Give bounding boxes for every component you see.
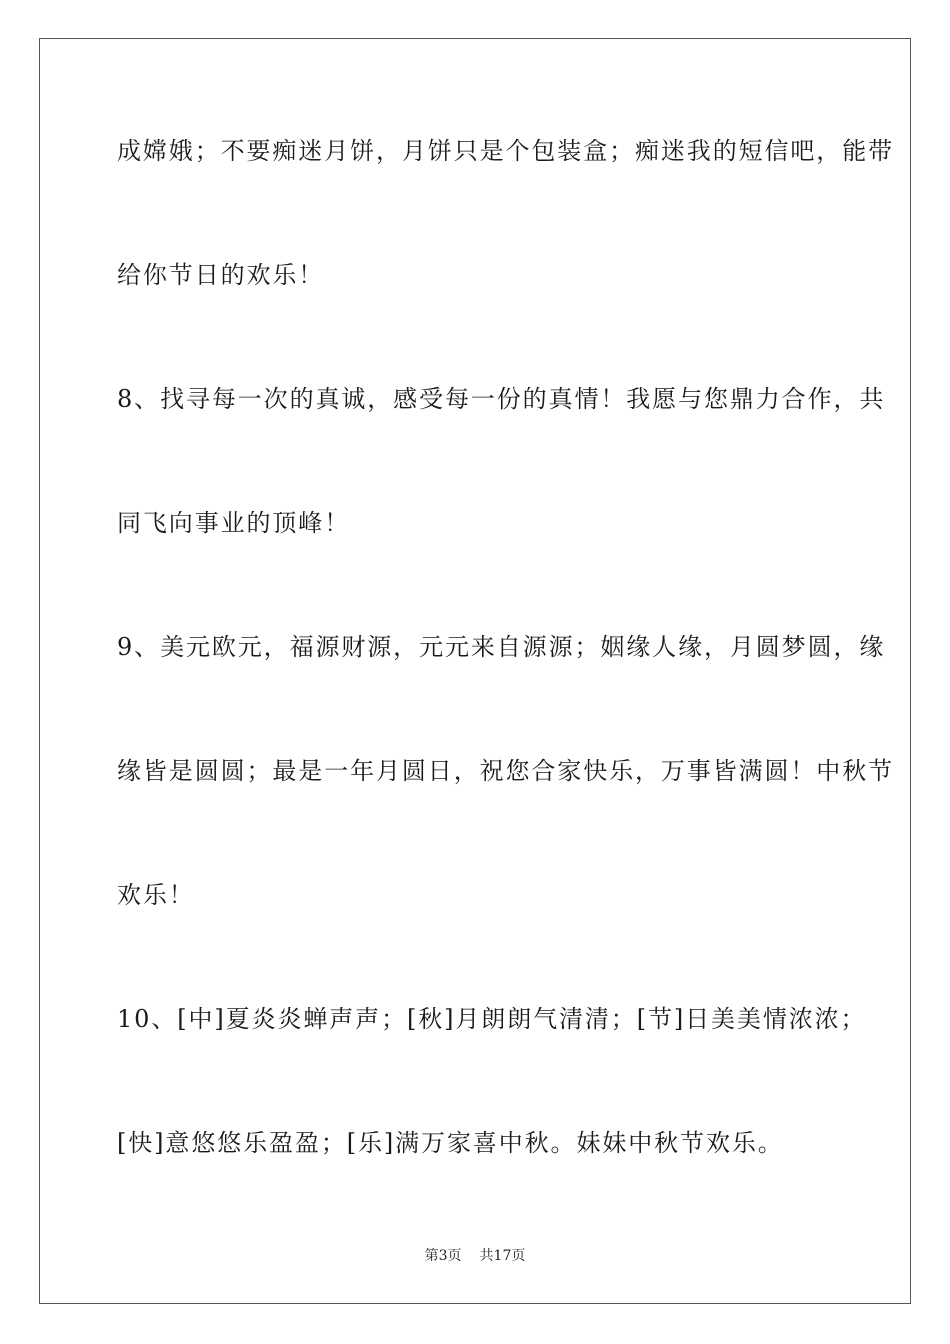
text-line: 10、[中]夏炎炎蝉声声；[秋]月朗朗气清清；[节]日美美情浓浓； [117,1005,867,1033]
text-line: [快]意悠悠乐盈盈；[乐]满万家喜中秋。妹妹中秋节欢乐。 [117,1129,784,1157]
page-number-total: 共17页 [479,1248,526,1264]
text-line: 欢乐！ [117,881,195,909]
page-number-current: 第3页 [424,1248,462,1264]
page-frame [39,38,911,1304]
text-line: 给你节日的欢乐！ [117,261,325,289]
text-line: 同飞向事业的顶峰！ [117,509,351,537]
page-footer [0,1247,950,1265]
text-line: 成嫦娥；不要痴迷月饼，月饼只是个包装盒；痴迷我的短信吧，能带 [117,137,894,165]
text-line: 9、美元欧元，福源财源，元元来自源源；姻缘人缘，月圆梦圆，缘 [117,633,886,661]
text-line: 8、找寻每一次的真诚，感受每一份的真情！我愿与您鼎力合作，共 [117,385,886,413]
text-line: 缘皆是圆圆；最是一年月圆日，祝您合家快乐，万事皆满圆！中秋节 [117,757,894,785]
